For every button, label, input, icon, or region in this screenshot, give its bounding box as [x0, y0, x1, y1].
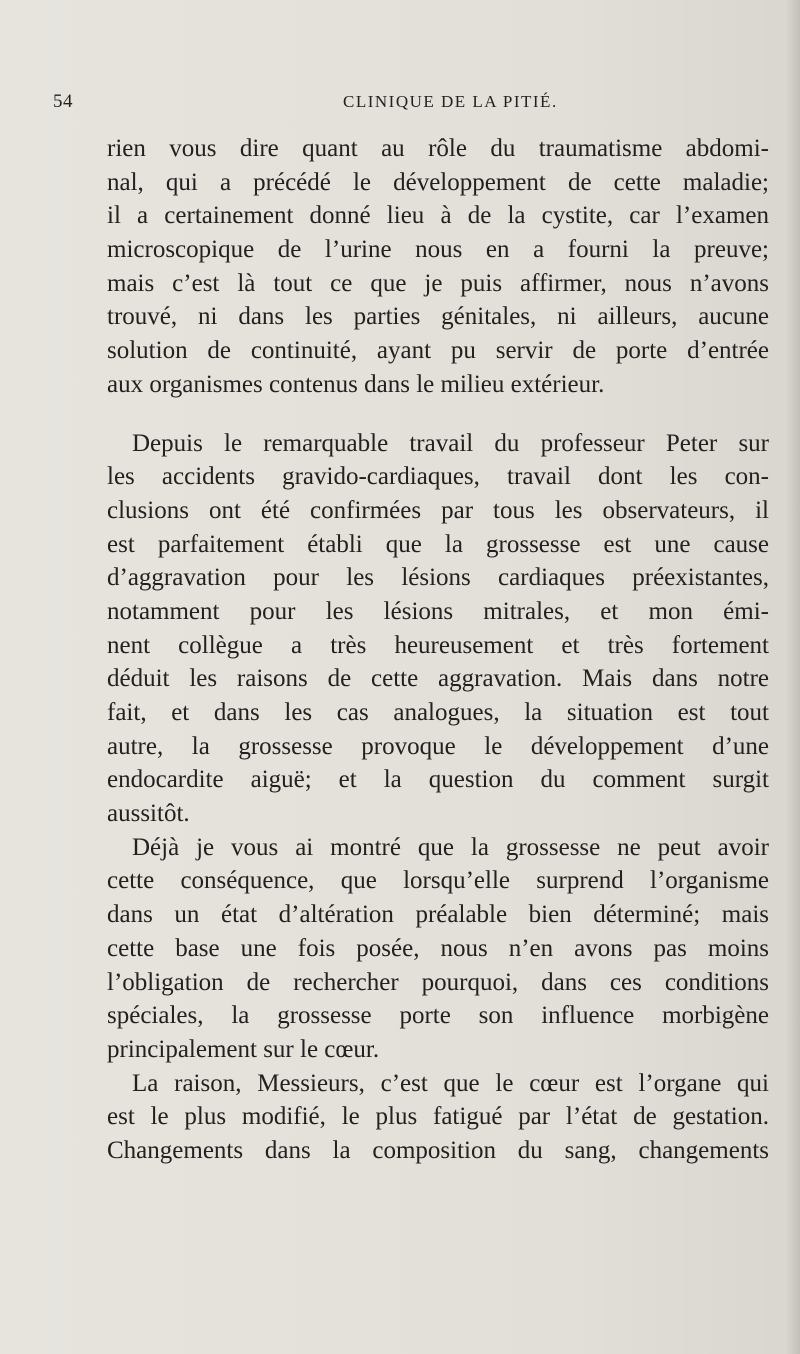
text-line: fait, et dans les cas analogues, la situation est tout	[107, 699, 769, 726]
text-line: les accidents gravido-cardiaques, travail dont les con-	[107, 463, 769, 491]
text-line: aussitôt.	[107, 800, 190, 828]
text-line: microscopique de l’urine nous en a fourni la preuve;	[107, 236, 769, 264]
text-line: Depuis le remarquable travail du professeur Peter sur	[132, 429, 769, 457]
paragraph	[0, 831, 800, 1067]
text-line: cette base une fois posée, nous n’en avons pas moins	[107, 934, 769, 962]
paragraph-gap	[0, 402, 800, 427]
text-line: est le plus modifié, le plus fatigué par l’état de gestation.	[107, 1103, 769, 1131]
text-line: rien vous dire quant au rôle du traumatisme abdomi-	[107, 135, 769, 162]
text-line: nal, qui a précédé le développement de cette maladie;	[107, 168, 769, 196]
text-line: solution de continuité, ayant pu servir de porte d’entrée	[107, 337, 769, 365]
text-line: clusions ont été confirmées par tous les observateurs, il	[107, 496, 769, 524]
text-line: déduit les raisons de cette aggravation. Mais dans notre	[107, 665, 769, 693]
text-line: Déjà je vous ai montré que la grossesse ne peut avoir	[132, 833, 769, 861]
paragraph	[0, 132, 800, 402]
paragraph	[0, 427, 800, 831]
page-number: 54	[53, 91, 73, 112]
page-header	[53, 91, 713, 121]
text-line: il a certainement donné lieu à de la cystite, car l’examen	[107, 202, 769, 230]
text-line: est parfaitement établi que la grossesse est une cause	[107, 530, 769, 558]
running-title: CLINIQUE DE LA PITIÉ.	[343, 92, 558, 111]
text-line: trouvé, ni dans les parties génitales, ni ailleurs, aucune	[107, 303, 769, 331]
text-line: dans un état d’altération préalable bien déterminé; mais	[107, 901, 769, 929]
text-line: endocardite aiguë; et la question du comment surgit	[107, 766, 769, 794]
text-line: notamment pour les lésions mitrales, et mon émi-	[107, 597, 769, 625]
paragraph	[0, 1067, 800, 1168]
text-line: principalement sur le cœur.	[107, 1035, 380, 1063]
text-line: Changements dans la composition du sang, changements	[107, 1136, 769, 1164]
text-line: La raison, Messieurs, c’est que le cœur est l’organe qui	[132, 1069, 769, 1097]
text-line: d’aggravation pour les lésions cardiaques préexistantes,	[107, 564, 769, 592]
text-line: aux organismes contenus dans le milieu extérieur.	[107, 370, 605, 398]
text-line: mais c’est là tout ce que je puis affirmer, nous n’avons	[107, 269, 769, 297]
text-line: cette conséquence, que lorsqu’elle surprend l’organisme	[107, 867, 769, 895]
text-line: nent collègue a très heureusement et très fortement	[107, 631, 769, 659]
text-line: autre, la grossesse provoque le développement d’une	[107, 732, 769, 760]
text-line: l’obligation de rechercher pourquoi, dans ces conditions	[107, 968, 769, 996]
text-line: spéciales, la grossesse porte son influence morbigène	[107, 1002, 769, 1030]
body-text	[0, 132, 800, 1168]
